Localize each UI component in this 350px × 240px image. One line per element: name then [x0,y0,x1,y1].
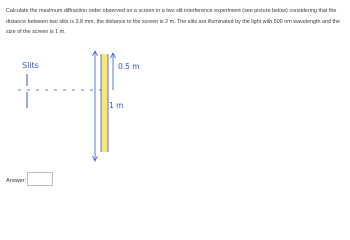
two-slit-diagram [6,48,161,168]
diagram-figure [6,48,161,174]
half-screen-label: 0.5 m [118,62,140,71]
answer-input[interactable] [27,172,53,186]
slits-label: Slits [22,61,39,70]
screen [101,54,108,152]
answer-label: Answer: [6,178,27,184]
question-text: Calculate the maximum diffraction order observed on a screen in a two slit interference experiment (see picture below) considering that the distance between two slits is 3.8 mm, the distance to the screen is 2 m. The slits are illuminated by the light with 500 nm wavelength and the size of the screen is 1 m. [6,8,340,35]
screen-size-label: 1 m [109,101,124,110]
